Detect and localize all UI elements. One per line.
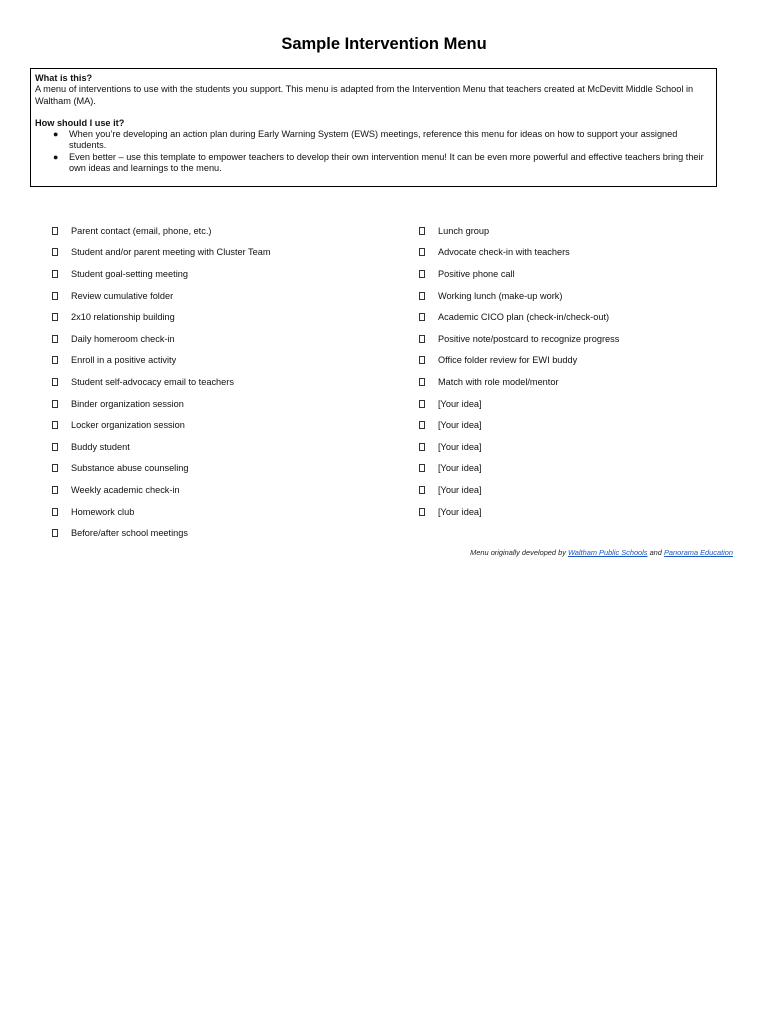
usage-list (35, 129, 716, 174)
page-title: Sample Intervention Menu (281, 35, 487, 53)
usage-bullet-text: Even better – use this template to empower teachers to develop their own intervention menu! It can be even more powerful and effective teachers bring their own ideas and learnings to the menu. (69, 151, 704, 174)
checklist-item-label: Homework club (71, 506, 135, 517)
checkbox-icon[interactable] (419, 292, 425, 300)
what-heading: What is this? (35, 73, 93, 83)
checklist-item-label: [Your idea] (438, 463, 482, 474)
checklist-item[interactable] (52, 371, 271, 393)
checkbox-icon[interactable] (419, 443, 425, 451)
checklist-item-label: Student and/or parent meeting with Cluster Team (71, 247, 271, 258)
credit-prefix: Menu originally developed by (470, 548, 568, 557)
checkbox-icon[interactable] (52, 292, 58, 300)
checklist-item-label: Daily homeroom check-in (71, 333, 175, 344)
checklist-item-label: Buddy student (71, 441, 130, 452)
checkbox-icon[interactable] (419, 486, 425, 494)
checklist-item-label: Enroll in a positive activity (71, 355, 177, 366)
usage-bullet (35, 152, 716, 175)
checklist-item-label: [Your idea] (438, 506, 482, 517)
checklist-item-label: [Your idea] (438, 420, 482, 431)
checkbox-icon[interactable] (52, 248, 58, 256)
checklist-item[interactable] (419, 285, 619, 307)
checklist-item[interactable] (52, 306, 271, 328)
checklist-item-label: Before/after school meetings (71, 528, 188, 539)
checklist-item-label: Positive note/postcard to recognize progress (438, 333, 620, 344)
right-checklist (419, 220, 619, 522)
checklist-item[interactable] (52, 479, 271, 501)
checklist-item-label: Substance abuse counseling (71, 463, 189, 474)
checklist-item-label: Student goal-setting meeting (71, 268, 188, 279)
checkbox-icon[interactable] (419, 421, 425, 429)
checkbox-icon[interactable] (419, 464, 425, 472)
checklist-item[interactable] (52, 242, 271, 264)
checkbox-icon[interactable] (419, 248, 425, 256)
checklist-item[interactable] (52, 350, 271, 372)
checklist-item[interactable] (419, 328, 619, 350)
spacer (35, 107, 716, 118)
checkbox-icon[interactable] (52, 335, 58, 343)
checklist-item[interactable] (419, 414, 619, 436)
what-body: A menu of interventions to use with the students you support. This menu is adapted from the Intervention Menu that teachers created at McDevitt Middle School in Waltham (MA). (35, 84, 694, 106)
checklist-item-label: Advocate check-in with teachers (438, 247, 570, 258)
usage-bullet-text: When you’re developing an action plan during Early Warning System (EWS) meetings, reference this menu for ideas on how to support your assigned students. (69, 129, 678, 151)
checkbox-icon[interactable] (419, 356, 425, 364)
checklist-item-label: Positive phone call (438, 268, 515, 279)
checkbox-icon[interactable] (52, 400, 58, 408)
checklist-item[interactable] (52, 263, 271, 285)
checklist-item[interactable] (419, 350, 619, 372)
checklist-item-label: Working lunch (make-up work) (438, 290, 563, 301)
checklist-item[interactable] (52, 436, 271, 458)
checklist-item-label: Locker organization session (71, 420, 185, 431)
checkbox-icon[interactable] (52, 486, 58, 494)
checklist-item[interactable] (419, 479, 619, 501)
checkbox-icon[interactable] (52, 356, 58, 364)
checklist-item-label: Office folder review for EWI buddy (438, 355, 578, 366)
bullet-icon: ● (53, 151, 59, 162)
checkbox-icon[interactable] (52, 443, 58, 451)
checklist-item[interactable] (52, 458, 271, 480)
checklist-item-label: Lunch group (438, 225, 490, 236)
checklist-item-label: Parent contact (email, phone, etc.) (71, 225, 212, 236)
usage-bullet (35, 129, 716, 152)
checklist-item[interactable] (419, 371, 619, 393)
checklist-item-label: Match with role model/mentor (438, 376, 559, 387)
checkbox-icon[interactable] (52, 421, 58, 429)
checklist-item-label: Binder organization session (71, 398, 184, 409)
checklist-item[interactable] (52, 522, 271, 544)
checklist-item[interactable] (52, 220, 271, 242)
checkbox-icon[interactable] (52, 508, 58, 516)
checkbox-icon[interactable] (419, 227, 425, 235)
checklist-item[interactable] (419, 220, 619, 242)
checkbox-icon[interactable] (52, 227, 58, 235)
checkbox-icon[interactable] (52, 464, 58, 472)
checklist-item[interactable] (419, 393, 619, 415)
left-checklist (52, 220, 271, 544)
checklist-item[interactable] (419, 458, 619, 480)
credit-middle: and (647, 548, 664, 557)
panorama-link[interactable]: Panorama Education (663, 548, 733, 557)
checklist-item[interactable] (52, 501, 271, 523)
checklist-item-label: Weekly academic check-in (71, 484, 180, 495)
checklist-item-label: [Your idea] (438, 398, 482, 409)
how-heading: How should I use it? (35, 117, 125, 128)
checklist-item[interactable] (52, 285, 271, 307)
waltham-link[interactable]: Waltham Public Schools (567, 548, 648, 557)
checklist-item[interactable] (52, 414, 271, 436)
checklist-item-label: Student self-advocacy email to teachers (71, 376, 234, 387)
checklist-item-label: [Your idea] (438, 484, 482, 495)
checkbox-icon[interactable] (419, 270, 425, 278)
checklist-item[interactable] (419, 306, 619, 328)
checklist-item[interactable] (419, 263, 619, 285)
checkbox-icon[interactable] (419, 313, 425, 321)
checkbox-icon[interactable] (52, 378, 58, 386)
checklist-item[interactable] (52, 393, 271, 415)
checklist-item-label: 2x10 relationship building (71, 312, 175, 323)
checklist-item-label: Review cumulative folder (71, 290, 174, 301)
checklist-item-label: [Your idea] (438, 441, 482, 452)
checklist-item[interactable] (419, 242, 619, 264)
credit-line (470, 548, 733, 557)
checklist-item[interactable] (52, 328, 271, 350)
checkbox-icon[interactable] (419, 335, 425, 343)
bullet-icon: ● (53, 129, 59, 140)
checkbox-icon[interactable] (419, 400, 425, 408)
checkbox-icon[interactable] (52, 270, 58, 278)
checkbox-icon[interactable] (419, 378, 425, 386)
checklist-item[interactable] (419, 436, 619, 458)
checkbox-icon[interactable] (52, 313, 58, 321)
checkbox-icon[interactable] (52, 529, 58, 537)
info-box (30, 68, 717, 187)
checkbox-icon[interactable] (419, 508, 425, 516)
checklist-item-label: Academic CICO plan (check-in/check-out) (438, 312, 610, 323)
checklist-item[interactable] (419, 501, 619, 523)
